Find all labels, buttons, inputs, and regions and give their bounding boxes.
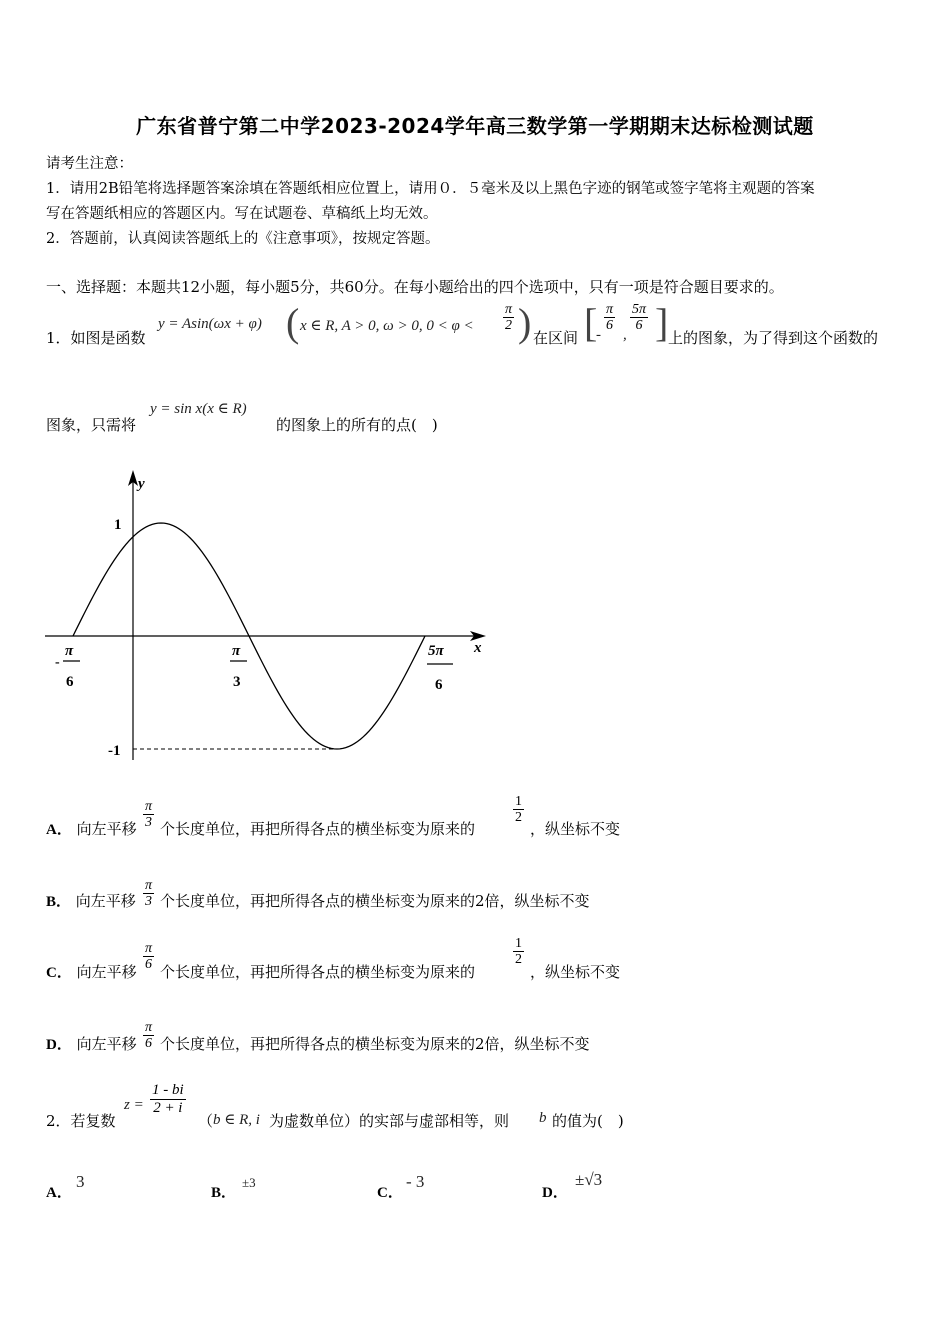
q2-fraction-num: 1 - bi — [152, 1082, 184, 1098]
notice-line1: 1．请用2B铅笔将选择题答案涂填在答题纸相应位置上，请用０．５毫米及以上黑色字迹的钢笔或签字笔将主观题的答案 — [46, 181, 815, 197]
q1-cond-frac-num: π — [505, 302, 513, 317]
q2-option-c-label[interactable]: C． — [377, 1185, 403, 1201]
q1-int-comma: , — [623, 327, 627, 343]
q2-fraction — [150, 1082, 186, 1116]
q2-option-d-value: ±√3 — [575, 1170, 603, 1189]
x-tick-neg-pi6-num: π — [65, 643, 74, 659]
q1-int-right-den: 6 — [635, 318, 643, 334]
q2-condition: b ∈ R, i — [213, 1112, 260, 1128]
q2-var: b — [539, 1110, 547, 1126]
q1-option-d-mid: 个长度单位，再把所得各点的横坐标变为原来的2倍，纵坐标不变 — [160, 1035, 590, 1053]
q1-option-c-mid: 个长度单位，再把所得各点的横坐标变为原来的 — [160, 963, 476, 981]
q1-option-a-pre: 向左平移 — [76, 820, 137, 838]
q2-option-d-label[interactable]: D． — [542, 1185, 568, 1201]
q1-option-b-mid: 个长度单位，再把所得各点的横坐标变为原来的2倍，纵坐标不变 — [160, 892, 590, 910]
q1-int-right-num: 5π — [632, 302, 647, 317]
q1-option-a-scale — [513, 794, 524, 826]
page-title: 广东省普宁第二中学2023-2024学年高三数学第一学期期末达标检测试题 — [136, 114, 814, 138]
q1-option-c[interactable] — [46, 961, 137, 982]
q1-option-d-pre: 向左平移 — [76, 1035, 137, 1053]
q1-int-close-bracket: ] — [655, 300, 669, 345]
q1-option-b[interactable] — [46, 890, 136, 911]
q1-option-a-scale-num: 1 — [515, 794, 522, 809]
notice-line2: 写在答题纸相应的答题区内。写在试题卷、草稿纸上均无效。 — [46, 206, 438, 222]
q2-option-a-value: 3 — [76, 1172, 85, 1191]
q1-option-a-shift — [143, 799, 154, 831]
q1-option-c-scale — [513, 936, 524, 968]
q1-cond-fraction — [503, 302, 514, 334]
notice-heading: 请考生注意： — [46, 156, 133, 172]
x-tick-5pi6-den: 6 — [435, 677, 443, 693]
q1-int-left-num: π — [606, 302, 614, 317]
q1-condition: x ∈ R, A > 0, ω > 0, 0 < φ < — [300, 318, 474, 334]
notice-line3: 2．答题前，认真阅读答题纸上的《注意事项》，按规定答题。 — [46, 231, 440, 247]
q1-option-c-shift-den: 6 — [145, 957, 152, 973]
q1-option-a-shift-den: 3 — [145, 815, 152, 831]
q1-cond-frac-den: 2 — [505, 318, 512, 334]
q1-option-c-scale-num: 1 — [515, 936, 522, 951]
q2-option-b-label[interactable]: B． — [211, 1185, 237, 1201]
q1-suffix: 上的图象，为了得到这个函数的 — [668, 329, 879, 347]
x-axis-label: x — [474, 640, 482, 656]
q1-int-left-frac — [604, 302, 615, 334]
y-tick-neg1: -1 — [108, 743, 121, 759]
q1-line2-suffix: 的图象上的所有的点( ) — [276, 416, 438, 434]
q1-option-b-label: B． — [46, 894, 72, 910]
q1-line2-prefix: 图象，只需将 — [46, 416, 137, 434]
q2-option-b-value: ±3 — [242, 1175, 256, 1190]
q1-option-b-shift-num: π — [145, 878, 153, 893]
x-tick-5pi6-num: 5π — [428, 643, 444, 659]
q1-option-c-pre: 向左平移 — [76, 963, 137, 981]
q1-prefix: 1．如图是函数 — [46, 329, 146, 347]
q1-option-d-label: D． — [46, 1037, 72, 1053]
y-axis-label: y — [138, 476, 145, 492]
q1-option-c-label: C． — [46, 965, 72, 981]
q2-fraction-den: 2 + i — [153, 1099, 183, 1116]
q2-z-eq: z = — [124, 1097, 144, 1113]
q1-int-left-sign: - — [596, 327, 601, 343]
q1-option-a-post: ，纵坐标不变 — [530, 820, 621, 838]
q1-int-right-frac — [630, 302, 648, 334]
q1-int-left-den: 6 — [606, 318, 613, 334]
x-tick-pi3-den: 3 — [233, 674, 241, 690]
q1-line2-function: y = sin x(x ∈ R) — [150, 401, 247, 417]
q1-option-a-shift-num: π — [145, 799, 153, 814]
q2-cond-open: （ — [198, 1112, 214, 1130]
x-tick-pi3-num: π — [232, 643, 241, 659]
x-tick-neg-pi6-den: 6 — [66, 674, 74, 690]
y-tick-1: 1 — [114, 517, 122, 533]
q2-suffix: 的值为( ) — [552, 1112, 624, 1130]
q1-int-open-bracket: [ — [584, 300, 598, 345]
q1-option-c-shift-num: π — [145, 941, 153, 956]
q1-option-c-scale-den: 2 — [515, 952, 522, 968]
q1-function: y = Asin(ωx + φ) — [158, 316, 262, 332]
q1-option-b-pre: 向左平移 — [75, 892, 136, 910]
q1-option-a-scale-den: 2 — [515, 810, 522, 826]
q1-option-a[interactable] — [46, 818, 137, 839]
q1-option-d[interactable] — [46, 1033, 137, 1054]
q2-cond-text: 为虚数单位）的实部与虚部相等，则 — [269, 1112, 510, 1130]
q1-option-a-label: A． — [46, 822, 72, 838]
q1-cond-close-paren: ) — [518, 300, 532, 345]
q1-option-d-shift — [143, 1020, 154, 1052]
q2-prefix: 2．若复数 — [46, 1112, 116, 1130]
q1-option-b-shift-den: 3 — [145, 894, 152, 910]
q2-option-a-label[interactable]: A． — [46, 1185, 72, 1201]
q1-cond-open-paren: ( — [286, 300, 300, 345]
q1-option-a-mid: 个长度单位，再把所得各点的横坐标变为原来的 — [160, 820, 476, 838]
q1-in-interval: 在区间 — [533, 329, 579, 347]
sine-graph — [40, 460, 500, 780]
q1-option-b-shift — [143, 878, 154, 910]
q1-option-c-post: ，纵坐标不变 — [530, 963, 621, 981]
q1-option-c-shift — [143, 941, 154, 973]
q1-option-d-shift-den: 6 — [145, 1036, 152, 1052]
section-heading: 一、选择题：本题共12小题，每小题5分，共60分。在每小题给出的四个选项中，只有一项是符合题目要求的。 — [46, 278, 784, 296]
q1-option-d-shift-num: π — [145, 1020, 153, 1035]
x-tick-neg-pi6-sign: - — [55, 655, 60, 670]
q2-option-c-value: - 3 — [406, 1172, 425, 1191]
